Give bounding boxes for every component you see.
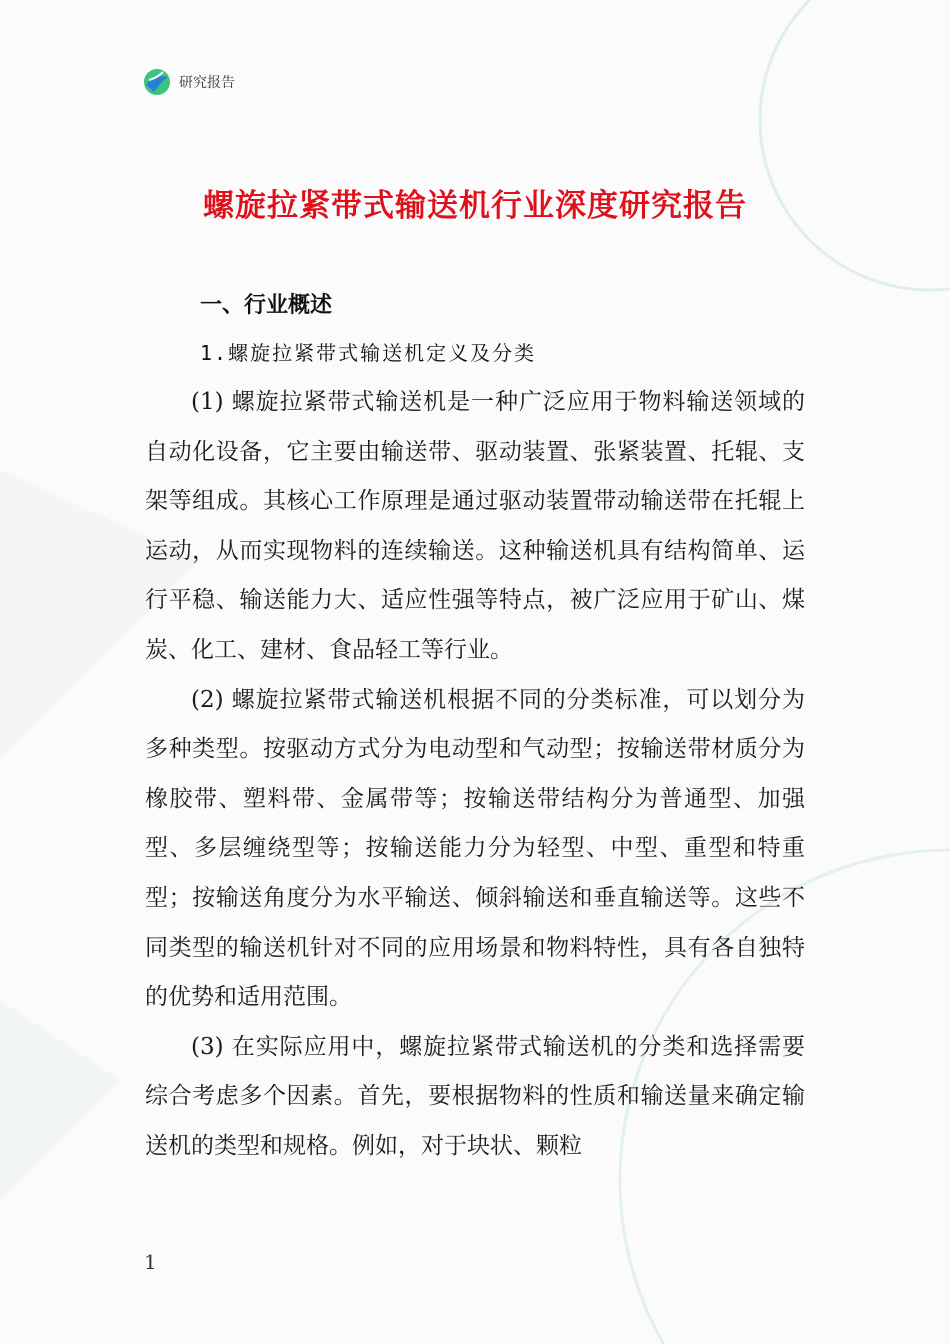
page-number: 1 <box>144 1250 157 1274</box>
leaf-logo-icon <box>143 68 171 96</box>
section-heading: 一、行业概述 <box>200 293 333 318</box>
paragraph-3: (3) 在实际应用中，螺旋拉紧带式输送机的分类和选择需要综合考虑多个因素。首先，要根据物料的性质和输送量来确定输送机的类型和规格。例如，对于块状、颗粒 <box>145 1033 805 1159</box>
paragraph-2: (2) 螺旋拉紧带式输送机根据不同的分类标准，可以划分为多种类型。按驱动方式分为电动型和气动型；按输送带材质分为橡胶带、塑料带、金属带等；按输送带结构分为普通型、加强型、多层缠绕型等；按输送能力分为轻型、中型、重型和特重型；按输送角度分为水平输送、倾斜输送和垂直输送等。这些不同类型的输送机针对不同的应用场景和物料特性，具有各自独特的优势和适用范围。 <box>145 686 805 1011</box>
paragraph-1: (1) 螺旋拉紧带式输送机是一种广泛应用于物料输送领域的自动化设备，它主要由输送带、驱动装置、张紧装置、托辊、支架等组成。其核心工作原理是通过驱动装置带动输送带在托辊上运动，从而实现物料的连续输送。这种输送机具有结构简单、运行平稳、输送能力大、适应性强等特点，被广泛应用于矿山、煤炭、化工、建材、食品轻工等行业。 <box>145 389 805 663</box>
document-title: 螺旋拉紧带式输送机行业深度研究报告 <box>203 188 747 224</box>
header-label: 研究报告 <box>179 75 235 91</box>
sub-heading: 1.螺旋拉紧带式输送机定义及分类 <box>200 341 537 365</box>
report-header <box>143 68 235 96</box>
body-text <box>145 378 805 1172</box>
